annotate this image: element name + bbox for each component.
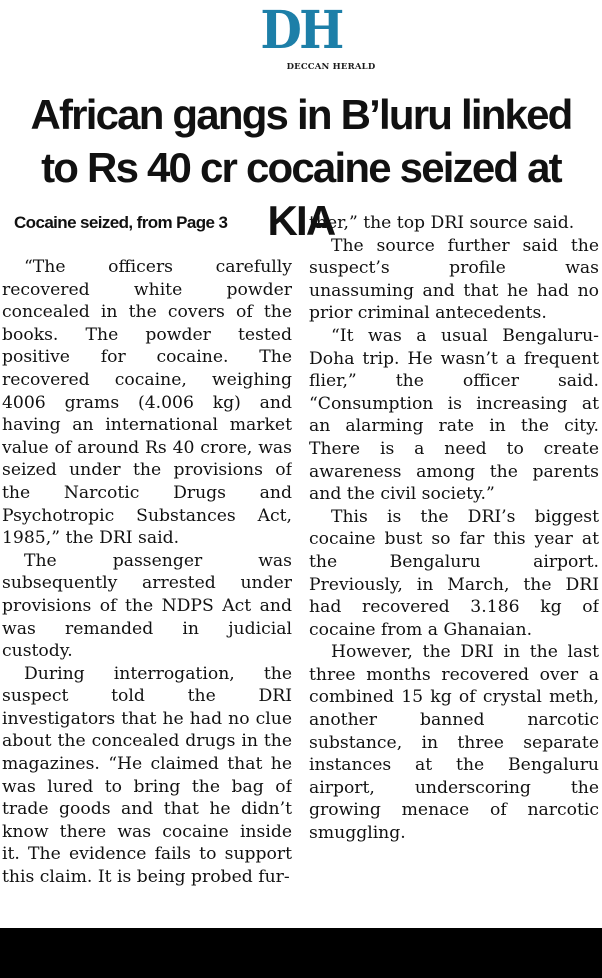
jump-line: Cocaine seized, from Page 3 <box>14 213 228 232</box>
paragraph: “It was a usual Bengaluru-Doha trip. He wasn’t a frequent flier,” the officer said. “Consumption is increasing at an alarming rate in the city. There is a need to create awareness among the parents and the civil society.” <box>309 325 599 505</box>
paragraph: “The officers carefully recovered white powder concealed in the covers of the books. The powder tested positive for cocaine. The recovered cocaine, weighing 4006 grams (4.006 kg) and having an international market value of around Rs 40 crore, was seized under the provisions of the Narcotic Drugs and Psychotropic Substances Act, 1985,” the DRI said. <box>2 257 292 549</box>
masthead <box>0 0 602 72</box>
paragraph: The source further said the suspect’s profile was unassuming and that he had no prior criminal antecedents. <box>309 235 599 324</box>
article-column-right <box>309 212 599 928</box>
paragraph: During interrogation, the suspect told the DRI investigators that he had no clue about the concealed drugs in the magazines. “He claimed that he was lured to bring the bag of trade goods and that he didn’t know there was cocaine inside it. The evidence fails to support this claim. It is being probed fur- <box>2 663 292 888</box>
bottom-black-bar <box>0 928 602 978</box>
paragraph: ther,” the top DRI source said. <box>309 213 575 233</box>
article-column-left <box>2 212 292 928</box>
paragraph: The passenger was subsequently arrested under provisions of the NDPS Act and was remanded in judicial custody. <box>2 550 292 662</box>
paragraph: This is the DRI’s biggest cocaine bust so far this year at the Bengaluru airport. Previously, in March, the DRI had recovered 3.186 kg of cocaine from a Ghanaian. <box>309 506 599 640</box>
dh-logo: DH <box>260 0 342 61</box>
publication-name: DECCAN HERALD <box>286 62 376 72</box>
article-headline: African gangs in B’luru linked to Rs 40 cr cocaine seized at KIA <box>30 91 572 244</box>
paragraph: However, the DRI in the last three months recovered over a combined 15 kg of crystal meth, another banned narcotic substance, in three separate instances at the Bengaluru airport, underscoring the growing menace of narcotic smuggling. <box>309 642 599 844</box>
